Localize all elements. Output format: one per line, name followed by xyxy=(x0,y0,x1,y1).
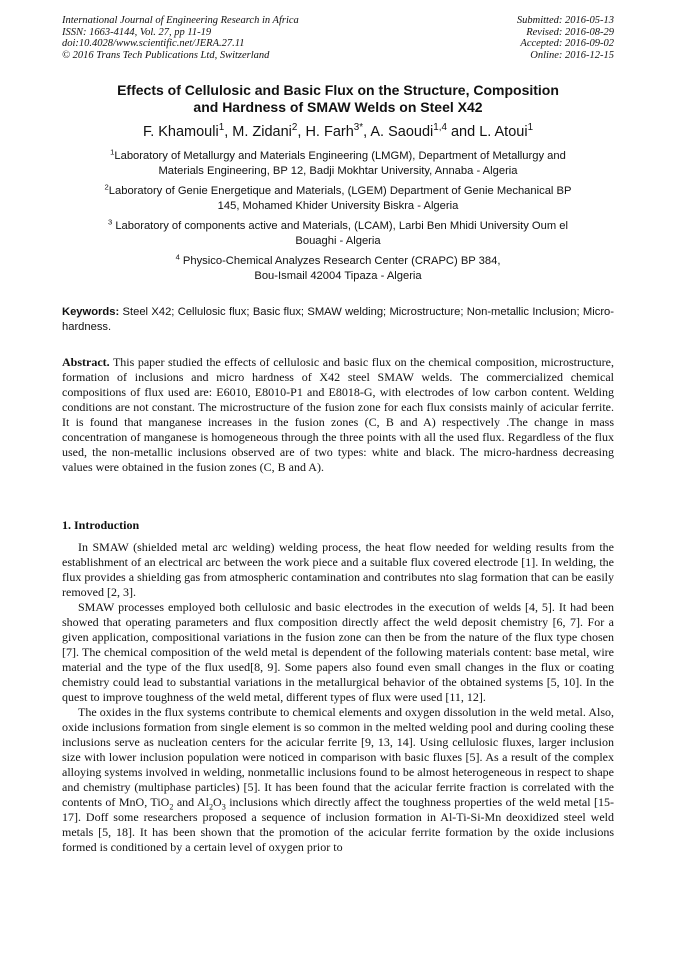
journal-name: International Journal of Engineering Research in Africa xyxy=(62,15,299,26)
affiliation-mark: 4 xyxy=(175,252,180,262)
journal-issn: ISSN: 1663-4144, Vol. 27, pp 11-19 xyxy=(62,26,212,38)
author-name: A. Saoudi xyxy=(370,124,434,140)
author-name: H. Farh xyxy=(305,124,354,140)
affiliation-2 xyxy=(72,184,604,214)
paragraph: SMAW processes employed both cellulosic and basic electrodes in the execution of welds [4, 5]. It had been showed that operating parameters and flux composition directly affect the weld deposit chemistry [6, 7]. For a given application, compositional variations in the fusion zone can then be from the nature of the flux type chosen [7]. The chemical composition of the weld metal is dependent of the following materials content: base metal, wire material and the type of the flux used[8, 9]. Some papers also found even small changes in the flux or coating chemistry could lead to substantial variations in the metallurgical behavior of the obtained systems [5, 10]. In the quest to improve toughness of the weld metal, different types of flux were used [11, 12]. xyxy=(62,600,614,704)
affiliation-line: Laboratory of Genie Energetique and Materials, (LGEM) Department of Genie Mechanical BP xyxy=(108,185,572,197)
paper-title xyxy=(62,82,614,116)
affiliation-line: 145, Mohamed Khider University Biskra - Algeria xyxy=(217,200,459,212)
introduction-body xyxy=(62,540,614,855)
keywords-text: Steel X42; Cellulosic flux; Basic flux; SMAW welding; Microstructure; Non-metallic Inclusion; Micro-hardness. xyxy=(62,306,614,333)
paragraph: In SMAW (shielded metal arc welding) welding process, the heat flow needed for welding results from the establishment of an electrical arc between the work piece and a suitable flux covered electrode [1]. In welding, the flux provides a shielding gas from atmospheric contamination and contributes nto slag formation that can be easily removed [2, 3]. xyxy=(62,540,614,599)
affiliation-mark: 3 xyxy=(107,217,113,227)
author-affil-mark: 1 xyxy=(218,122,225,134)
publication-dates xyxy=(517,15,614,61)
affiliation-line: Physico-Chemical Analyzes Research Center (CRAPC) BP 384, xyxy=(179,255,501,267)
abstract-label: Abstract. xyxy=(62,355,110,369)
affiliation-3 xyxy=(72,219,604,249)
author-list xyxy=(62,123,614,141)
subscript: 2 xyxy=(169,802,174,812)
affiliation-line: Materials Engineering, BP 12, Badji Mokhtar University, Annaba - Algeria xyxy=(158,165,518,177)
author-affil-mark: 2 xyxy=(291,122,298,134)
affiliation-line: Laboratory of components active and Materials, (LCAM), Larbi Ben Mhidi University Oum el xyxy=(112,220,568,232)
journal-info xyxy=(62,15,299,61)
affiliation-mark: 1 xyxy=(110,147,115,157)
author-name: F. Khamouli xyxy=(142,124,219,140)
accepted-date: Accepted: 2016-09-02 xyxy=(520,38,614,50)
subscript: 3 xyxy=(221,802,226,812)
affiliation-1 xyxy=(72,149,604,179)
online-date: Online: 2016-12-15 xyxy=(530,49,614,61)
paragraph-text: The oxides in the flux systems contribute to chemical elements and oxygen dissolution in the weld metal. Also, oxide inclusions formation from single element is so common in the melted welding pool and during cooling these inclusions serve as nucleation centers for the acicular ferrite [9, 13, 14]. Using cellulosic fluxes, larger inclusion size with lower inclusion population were noticed in comparison with basic fluxes [5]. As a result of the complex alloying systems involved in welding, nonmetallic inclusions found to be almost heterogeneous in respect to shape and chemistry (multiphase particles) [5]. It has been found that the acicular ferrite fraction is correlated with the contents of MnO, TiO xyxy=(62,705,614,809)
abstract xyxy=(62,355,614,475)
affiliation-line: Bouaghi - Algeria xyxy=(295,235,381,247)
affiliation-mark: 2 xyxy=(104,182,109,192)
author-separator: , xyxy=(297,124,306,140)
author-separator: , xyxy=(224,124,233,140)
affiliation-line: Bou-Ismail 42004 Tipaza - Algeria xyxy=(254,270,422,282)
keywords-label: Keywords: xyxy=(62,306,120,318)
title-line-2: and Hardness of SMAW Welds on Steel X42 xyxy=(193,99,483,115)
abstract-text: This paper studied the effects of cellulosic and basic flux on the chemical composition, microstructure, formation of inclusions and micro hardness of X42 steel SMAW welds. The commercialized chemical compositions of flux used are: E6010, E8010-P1 and E8018-G, with electrodes of low carbon content. Welding conditions are not constant. The microstructure of the fusion zone for each flux consists mainly of acicular ferrite. It is found that manganese increases in the fusion zones (C, B and A) respectively .The change in mass concentration of manganese is homogeneous through the three points with all the used flux. Regardless of the flux used, the non-metallic inclusions observed are of two types: white and black. The micro-hardness decreasing values were obtained in the fusion zones (C, B and A). xyxy=(62,355,614,474)
author-affil-mark: 3* xyxy=(353,122,364,134)
submitted-date: Submitted: 2016-05-13 xyxy=(516,15,614,26)
affiliation-line: Laboratory of Metallurgy and Materials Engineering (LMGM), Department of Metallurgy and xyxy=(114,150,566,162)
paragraph-text: inclusions which directly affect the toughness properties of the weld metal [15-17]. Doff some researchers proposed a sequence of inclusion formation in Al-Ti-Si-Mn deoxidized steel weld metals [5, 18]. It has been shown that the promotion of the acicular ferrite formation by the oxide inclusions formed is conditioned by a certain level of oxygen prior to xyxy=(62,795,615,854)
paragraph-text: and Al xyxy=(173,795,209,809)
author-name: M. Zidani xyxy=(232,124,292,140)
section-heading: 1. Introduction xyxy=(62,518,140,532)
affiliation-4 xyxy=(72,254,604,284)
revised-date: Revised: 2016-08-29 xyxy=(526,26,614,38)
journal-copyright: © 2016 Trans Tech Publications Ltd, Switzerland xyxy=(62,49,270,61)
paragraph xyxy=(62,705,614,855)
author-affil-mark: 1,4 xyxy=(433,122,447,134)
author-name: L. Atoui xyxy=(479,124,528,140)
author-and: and xyxy=(446,124,480,140)
paragraph-text: O xyxy=(213,795,222,809)
author-affil-mark: 1 xyxy=(527,122,534,134)
subscript: 2 xyxy=(208,802,214,812)
title-line-1: Effects of Cellulosic and Basic Flux on the Structure, Composition xyxy=(117,82,559,98)
author-separator: , xyxy=(363,124,371,140)
keywords xyxy=(62,305,614,335)
journal-doi[interactable]: doi:10.4028/www.scientific.net/JERA.27.11 xyxy=(62,38,245,50)
